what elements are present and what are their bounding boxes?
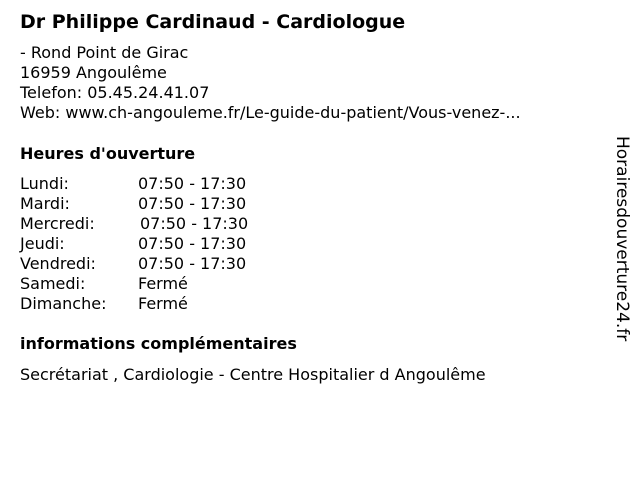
address-street: - Rond Point de Girac xyxy=(20,43,189,62)
hours-day: Lundi: xyxy=(20,174,69,193)
hours-day: Jeudi: xyxy=(20,234,65,253)
hours-row-lundi xyxy=(20,174,280,194)
hours-time: 07:50 - 17:30 xyxy=(138,194,247,213)
site-brand-watermark: Horairesdouverture24.fr xyxy=(612,136,632,342)
opening-hours-table xyxy=(20,174,280,314)
page-title: Dr Philippe Cardinaud - Cardiologue xyxy=(20,11,406,33)
hours-row-mercredi xyxy=(20,214,280,234)
hours-day: Dimanche: xyxy=(20,294,107,313)
hours-day: Mercredi: xyxy=(20,214,95,233)
phone-number: Telefon: 05.45.24.41.07 xyxy=(20,83,210,102)
hours-time: 07:50 - 17:30 xyxy=(138,234,247,253)
hours-time: Fermé xyxy=(138,274,188,293)
info-heading: informations complémentaires xyxy=(20,334,297,353)
hours-row-dimanche xyxy=(20,294,280,314)
hours-time: 07:50 - 17:30 xyxy=(138,174,247,193)
hours-row-samedi xyxy=(20,274,280,294)
hours-day: Mardi: xyxy=(20,194,70,213)
hours-row-vendredi xyxy=(20,254,280,274)
address-block xyxy=(20,43,521,123)
info-text: Secrétariat , Cardiologie - Centre Hospitalier d Angoulême xyxy=(20,365,486,384)
hours-heading: Heures d'ouverture xyxy=(20,144,196,163)
hours-day: Samedi: xyxy=(20,274,86,293)
address-city: 16959 Angoulême xyxy=(20,63,167,82)
hours-row-mardi xyxy=(20,194,280,214)
hours-time: Fermé xyxy=(138,294,188,313)
website-link[interactable]: Web: www.ch-angouleme.fr/Le-guide-du-patient/Vous-venez-... xyxy=(20,103,521,122)
hours-day: Vendredi: xyxy=(20,254,96,273)
hours-time: 07:50 - 17:30 xyxy=(138,254,247,273)
hours-row-jeudi xyxy=(20,234,280,254)
hours-time: 07:50 - 17:30 xyxy=(140,214,249,233)
